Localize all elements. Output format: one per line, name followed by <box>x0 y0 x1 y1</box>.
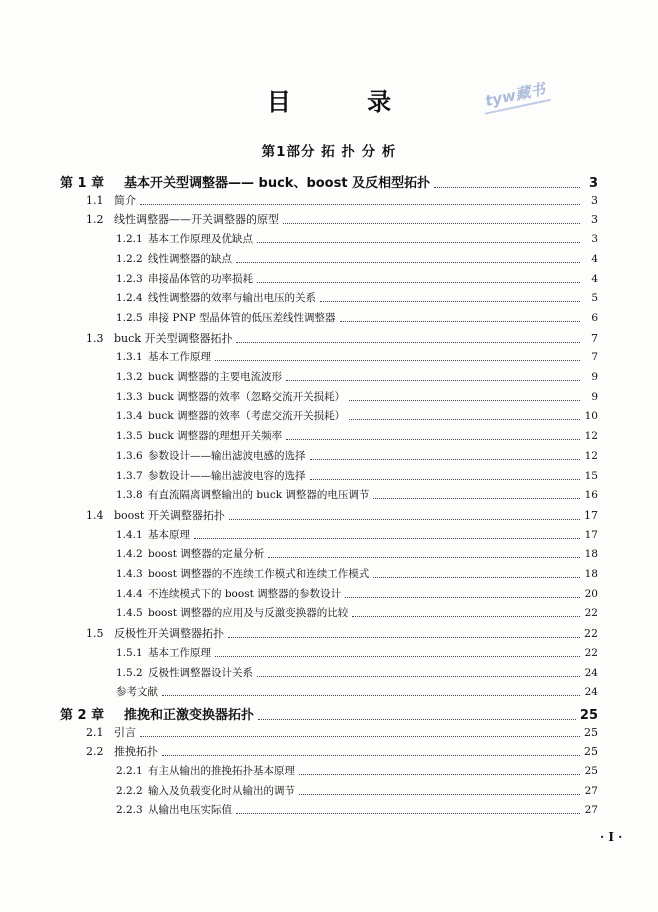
dot-leader <box>236 262 580 263</box>
toc-entry-number: 1.3.6 <box>116 449 143 462</box>
toc-entry-number: 1.5.1 <box>116 646 143 659</box>
toc-entry-number: 2.2.3 <box>116 804 143 817</box>
toc-entry-title: 基本工作原理 <box>148 646 211 659</box>
dot-leader <box>257 242 580 243</box>
toc-entry-number: 1.4 <box>86 508 104 522</box>
toc-subsection-row[interactable] <box>116 802 598 817</box>
toc-entry-number: 1.3.2 <box>116 371 143 383</box>
toc-subsection-row[interactable] <box>116 527 598 542</box>
toc-subsection-row[interactable] <box>116 763 598 778</box>
toc-entry-number: 1.5.2 <box>116 666 143 679</box>
toc-entry-title: 基本工作原理 <box>148 351 211 364</box>
toc-entry-title: 参考文献 <box>116 686 158 699</box>
toc-page-number: 4 <box>591 272 598 285</box>
toc-subsection-row[interactable] <box>116 665 598 680</box>
toc-page-number: 10 <box>584 410 598 423</box>
toc-page-number: 9 <box>591 390 598 403</box>
toc-entry-title: 引言 <box>114 725 136 739</box>
toc-page-number: 12 <box>584 449 598 462</box>
toc-entry-title: 有直流隔离调整输出的 buck 调整器的电压调节 <box>148 489 370 502</box>
toc-entry-title: 反极性调整器设计关系 <box>148 666 253 679</box>
toc-subsection-row[interactable] <box>116 645 598 660</box>
dot-leader <box>349 400 580 401</box>
dot-leader <box>373 498 580 499</box>
toc-entry-title: 有主从输出的推挽拓扑基本原理 <box>148 765 295 777</box>
toc-page-number: 4 <box>591 252 598 265</box>
toc-entry-title: buck 调整器的效率（忽略交流开关损耗） <box>148 390 346 403</box>
toc-entry-title: 简介 <box>114 193 136 207</box>
toc-section-row[interactable] <box>86 507 598 523</box>
toc-entry-title: boost 调整器的定量分析 <box>148 548 265 561</box>
toc-page-number: 5 <box>591 292 598 305</box>
toc-entry-number: 2.2 <box>86 745 104 759</box>
toc-page-number: 24 <box>584 686 598 699</box>
part-heading: 第1部分 拓 扑 分 析 <box>261 144 397 160</box>
toc-entry-title: boost 开关调整器拓扑 <box>114 508 225 522</box>
dot-leader <box>228 637 580 638</box>
dot-leader <box>194 538 580 539</box>
toc-entry-title: buck 调整器的主要电流波形 <box>148 371 283 383</box>
dot-leader <box>310 479 581 480</box>
toc-subsection-row[interactable] <box>116 389 598 404</box>
toc-entry-number: 2.1 <box>86 725 104 739</box>
toc-entry-title: 线性调整器的效率与输出电压的关系 <box>148 292 316 305</box>
toc-entry-number: 1.3.4 <box>116 410 143 423</box>
toc-subsection-row[interactable] <box>116 487 598 502</box>
toc-entry-number: 2.2.1 <box>116 765 143 777</box>
toc-page-number: 25 <box>584 725 598 739</box>
dot-leader <box>140 204 580 205</box>
toc-entry-title: buck 调整器的效率（考虑交流开关损耗） <box>148 410 346 423</box>
toc-entry-number: 1.4.5 <box>116 607 143 620</box>
toc-page-number: 25 <box>584 765 598 777</box>
toc-entry-title: 基本原理 <box>148 528 190 541</box>
toc-entry-number: 1.4.1 <box>116 528 143 541</box>
dot-leader <box>434 187 580 188</box>
toc-subsection-row[interactable] <box>116 783 598 798</box>
dot-leader <box>236 342 580 343</box>
toc-entry-number: 1.3.5 <box>116 430 143 443</box>
toc-entry-title: 输入及负载变化时从输出的调节 <box>148 784 295 797</box>
toc-section-row[interactable] <box>86 743 598 759</box>
toc-subsection-row[interactable] <box>116 566 598 581</box>
library-stamp: tyw藏书 <box>480 77 550 114</box>
toc-entry-number: 1.1 <box>86 193 104 207</box>
toc-section-row[interactable] <box>86 724 598 740</box>
toc-page-number: 25 <box>579 707 598 723</box>
toc-entry-number: 2.2.2 <box>116 784 143 797</box>
toc-page-number: 12 <box>584 430 598 443</box>
toc-entry-title: 反极性开关调整器拓扑 <box>114 627 224 641</box>
toc-page-number: 17 <box>584 508 598 522</box>
toc-subsection-row[interactable] <box>116 369 598 384</box>
toc-subsection-row[interactable] <box>116 231 598 246</box>
toc-page-number: 27 <box>584 784 598 797</box>
toc-entry-title: 推挽拓扑 <box>114 745 158 759</box>
dot-leader <box>162 695 580 696</box>
toc-entry-title: 基本工作原理及优缺点 <box>148 233 253 246</box>
toc-entry-number: 1.4.4 <box>116 587 143 600</box>
toc-entry-number: 1.2.4 <box>116 292 143 305</box>
toc-entry-number: 1.2.5 <box>116 311 143 324</box>
dot-leader <box>299 774 580 775</box>
toc-page-number: 7 <box>591 351 598 364</box>
toc-entry-number: 1.2.1 <box>116 233 143 246</box>
toc-subsection-row[interactable] <box>116 428 598 443</box>
toc-page-number: 17 <box>584 528 598 541</box>
toc-entry-number: 1.3.7 <box>116 469 143 482</box>
toc-entry-title: 不连续模式下的 boost 调整器的参数设计 <box>148 587 342 600</box>
toc-section-row[interactable] <box>86 625 598 641</box>
toc-page-number: 22 <box>584 627 598 641</box>
toc-page-number: 6 <box>591 311 598 324</box>
toc-entry-title: buck 调整器的理想开关频率 <box>148 430 283 443</box>
toc-entry-title: boost 调整器的应用及与反激变换器的比较 <box>148 607 349 620</box>
toc-entry-number: 1.5 <box>86 627 104 641</box>
toc-entry-number: 1.2.3 <box>116 272 143 285</box>
toc-page-number: 20 <box>584 587 598 600</box>
toc-page-number: 22 <box>584 607 598 620</box>
dot-leader <box>299 794 580 795</box>
toc-entry-number: 1.4.3 <box>116 568 143 580</box>
toc-entry-title: 线性调整器的缺点 <box>148 252 232 265</box>
toc-page-number: 18 <box>584 568 598 580</box>
toc-entry-number: 1.3 <box>86 331 104 345</box>
toc-page-number: 25 <box>584 745 598 759</box>
toc-page-number: 15 <box>584 469 598 482</box>
toc-page-number: 24 <box>584 666 598 679</box>
toc-subsection-row[interactable] <box>116 468 598 483</box>
dot-leader <box>283 223 580 224</box>
toc-entry-number: 1.3.3 <box>116 390 143 403</box>
dot-leader <box>340 321 581 322</box>
toc-subsection-row[interactable] <box>116 290 598 305</box>
toc-section-row[interactable] <box>86 330 598 346</box>
toc-subsection-row[interactable] <box>116 586 598 601</box>
toc-entry-number: 1.3.8 <box>116 489 143 502</box>
toc-reference-row[interactable] <box>116 684 598 699</box>
toc-page-number: 3 <box>591 213 598 227</box>
toc-entry-title: buck 开关型调整器拓扑 <box>114 331 233 345</box>
toc-subsection-row[interactable] <box>116 310 598 325</box>
toc-subsection-row[interactable] <box>116 271 598 286</box>
dot-leader <box>320 301 580 302</box>
dot-leader <box>286 380 580 381</box>
toc-entry-number: 1.4.2 <box>116 548 143 561</box>
toc-chapter-row[interactable] <box>60 172 598 191</box>
dot-leader <box>215 656 580 657</box>
toc-page-number: 16 <box>584 489 598 502</box>
toc-entry-title: 线性调整器——开关调整器的原型 <box>114 213 279 227</box>
dot-leader <box>345 597 580 598</box>
toc-entry-title: 推挽和正激变换器拓扑 <box>124 707 255 723</box>
toc-entry-title: 基本开关型调整器—— buck、boost 及反相型拓扑 <box>124 176 431 191</box>
page-number: · I · <box>600 830 623 844</box>
toc-page-number: 3 <box>591 193 598 207</box>
toc-subsection-row[interactable] <box>116 349 598 364</box>
dot-leader <box>140 736 580 737</box>
toc-subsection-row[interactable] <box>116 546 598 561</box>
dot-leader <box>310 459 581 460</box>
dot-leader <box>257 282 580 283</box>
dot-leader <box>373 577 580 578</box>
toc-page-number: 22 <box>584 646 598 659</box>
dot-leader <box>257 676 580 677</box>
dot-leader <box>229 519 580 520</box>
toc-entry-title: 串接晶体管的功率损耗 <box>148 272 253 285</box>
dot-leader <box>349 419 580 420</box>
toc-entry-number: 1.2.2 <box>116 252 143 265</box>
toc-page-number: 18 <box>584 548 598 561</box>
page-title: 目 录 <box>266 88 426 116</box>
toc-entry-title: 串接 PNP 型晶体管的低压差线性调整器 <box>148 311 336 324</box>
dot-leader <box>215 360 580 361</box>
toc-subsection-row[interactable] <box>116 605 598 620</box>
dot-leader <box>162 755 580 756</box>
dot-leader <box>352 616 580 617</box>
toc-entry-number: 第 1 章 <box>60 176 105 191</box>
dot-leader <box>258 719 576 720</box>
toc-entry-title: 参数设计——输出滤波电感的选择 <box>148 449 306 462</box>
toc-chapter-row[interactable] <box>60 704 598 723</box>
toc-page-number: 9 <box>591 371 598 383</box>
toc-entry-number: 1.2 <box>86 213 104 227</box>
toc-subsection-row[interactable] <box>116 448 598 463</box>
toc-entry-number: 1.3.1 <box>116 351 143 364</box>
toc-page-number: 7 <box>591 331 598 345</box>
toc-entry-number: 第 2 章 <box>60 707 105 723</box>
toc-entry-title: 从输出电压实际值 <box>148 804 232 817</box>
toc-entry-title: 参数设计——输出滤波电容的选择 <box>148 469 306 482</box>
dot-leader <box>268 557 580 558</box>
toc-subsection-row[interactable] <box>116 251 598 266</box>
toc-section-row[interactable] <box>86 192 598 208</box>
toc-section-row[interactable] <box>86 211 598 227</box>
toc-page-number: 27 <box>584 804 598 817</box>
toc-page-number: 3 <box>588 176 598 191</box>
toc-page-number: 3 <box>591 233 598 246</box>
toc-entry-title: boost 调整器的不连续工作模式和连续工作模式 <box>148 568 370 580</box>
toc-subsection-row[interactable] <box>116 408 598 423</box>
dot-leader <box>236 813 580 814</box>
dot-leader <box>286 439 580 440</box>
